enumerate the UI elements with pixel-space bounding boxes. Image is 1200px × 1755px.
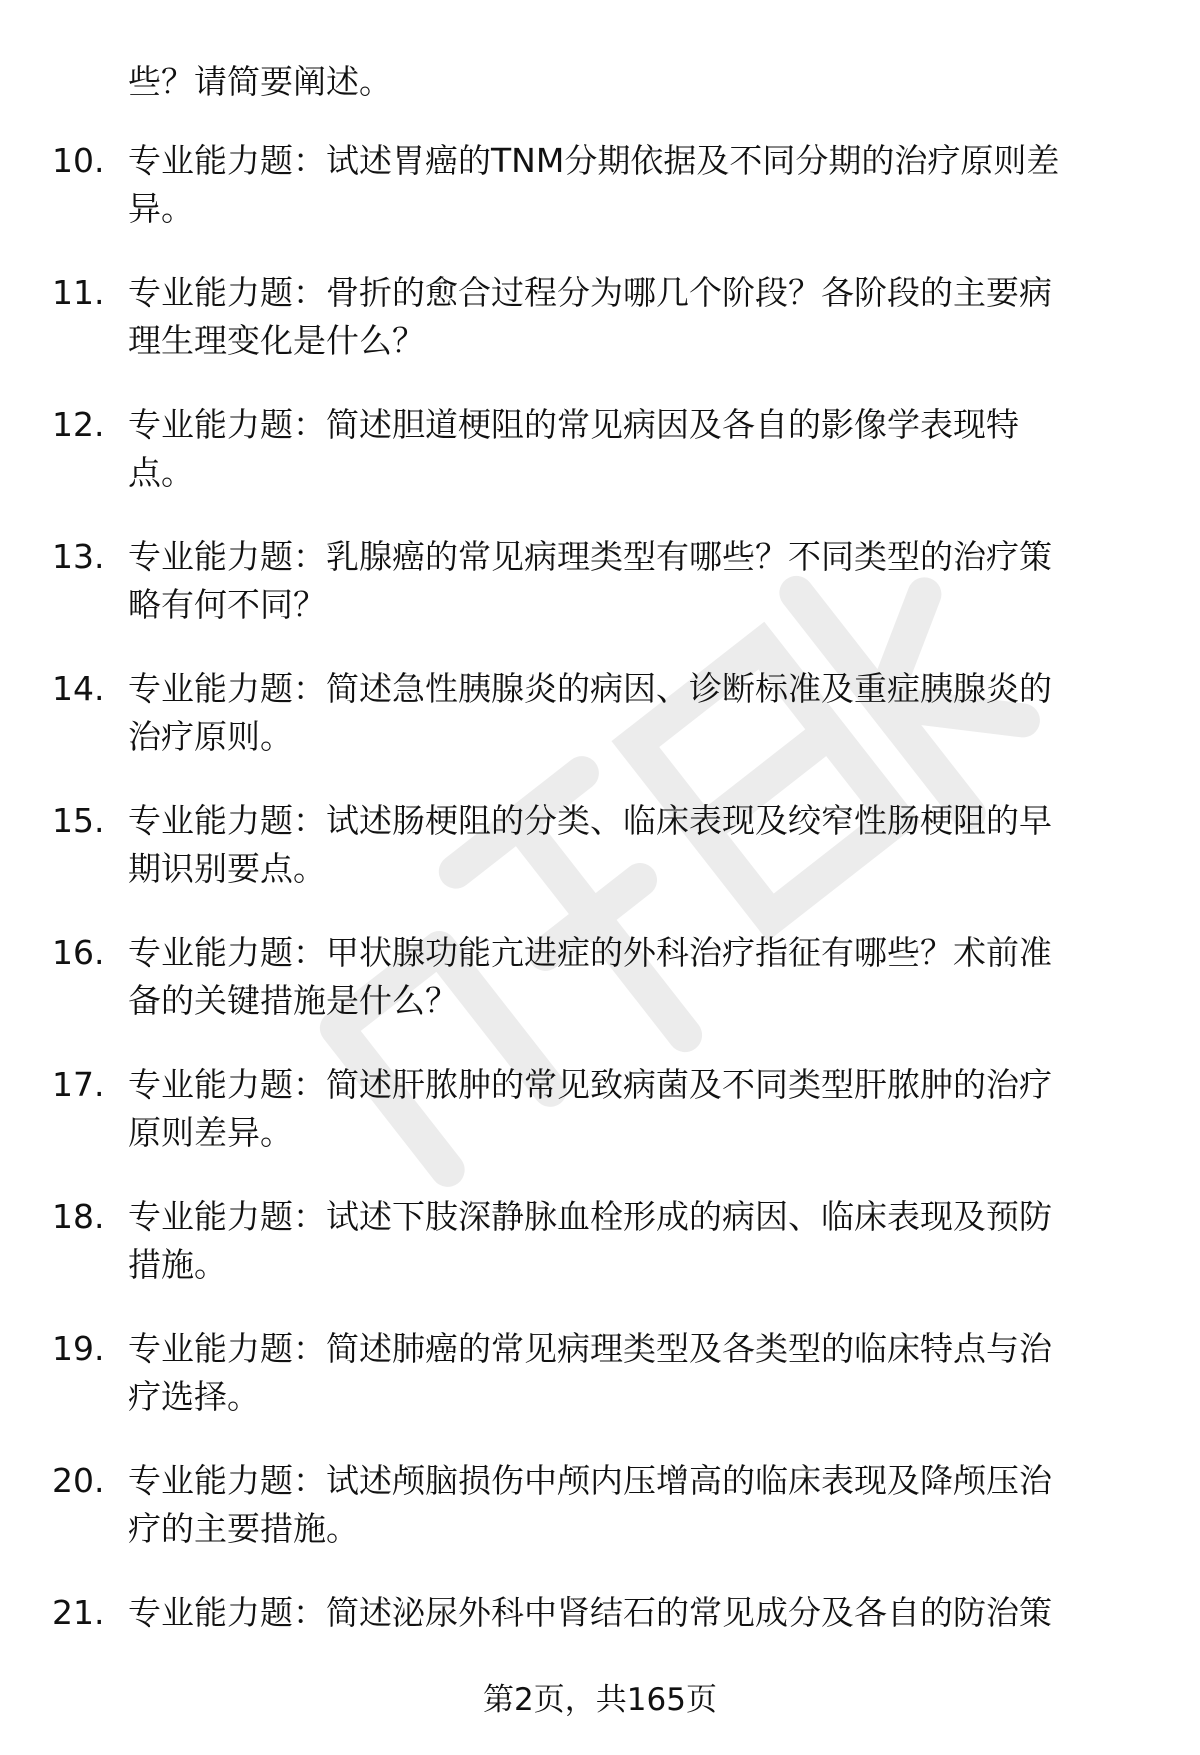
question-text-line: 专业能力题：简述胆道梗阻的常见病因及各自的影像学表现特 (128, 405, 1019, 444)
question-text (128, 1193, 1158, 1289)
question-text-line: 专业能力题：简述急性胰腺炎的病因、诊断标准及重症胰腺炎的 (128, 669, 1052, 708)
question-item (0, 1325, 1200, 1457)
question-text-line: 专业能力题：简述肺癌的常见病理类型及各类型的临床特点与治 (128, 1329, 1052, 1368)
question-text-line: 专业能力题：甲状腺功能亢进症的外科治疗指征有哪些？术前准 (128, 933, 1052, 972)
question-text-line: 专业能力题：试述胃癌的TNM分期依据及不同分期的治疗原则差 (128, 141, 1060, 180)
question-item (0, 797, 1200, 929)
question-text (128, 533, 1158, 629)
question-text (128, 1061, 1158, 1157)
question-text-line: 专业能力题：简述泌尿外科中肾结石的常见成分及各自的防治策 (128, 1593, 1052, 1632)
question-item (0, 929, 1200, 1061)
question-text (128, 1589, 1158, 1637)
question-text-line: 期识别要点。 (128, 849, 326, 888)
question-text (128, 269, 1158, 365)
question-number: 12. (52, 405, 105, 444)
question-text-line: 点。 (128, 453, 194, 492)
question-item (0, 665, 1200, 797)
question-text-line: 疗的主要措施。 (128, 1509, 359, 1548)
question-number: 14. (52, 669, 105, 708)
question-text (128, 929, 1158, 1025)
question-number: 17. (52, 1065, 105, 1104)
question-item (0, 1193, 1200, 1325)
question-text (128, 1325, 1158, 1421)
question-text (128, 137, 1158, 233)
question-text-line: 治疗原则。 (128, 717, 293, 756)
question-number: 20. (52, 1461, 105, 1500)
question-text (128, 665, 1158, 761)
page-footer: 第2页，共165页 (483, 1682, 717, 1718)
question-number: 10. (52, 141, 105, 180)
question-text-line: 专业能力题：简述肝脓肿的常见致病菌及不同类型肝脓肿的治疗 (128, 1065, 1052, 1104)
question-text-line: 专业能力题：试述下肢深静脉血栓形成的病因、临床表现及预防 (128, 1197, 1052, 1236)
question-item (0, 1061, 1200, 1193)
question-text-line: 备的关键措施是什么？ (128, 981, 458, 1020)
question-item (0, 137, 1200, 269)
question-text-line: 专业能力题：试述肠梗阻的分类、临床表现及绞窄性肠梗阻的早 (128, 801, 1052, 840)
question-text-line: 原则差异。 (128, 1113, 293, 1152)
question-item (0, 1457, 1200, 1589)
question-text (128, 797, 1158, 893)
carryover-text: 些？请简要阐述。 (128, 62, 392, 101)
question-list (0, 137, 1200, 1721)
question-text (128, 1457, 1158, 1553)
question-text-line: 措施。 (128, 1245, 227, 1284)
question-text (128, 401, 1158, 497)
question-text-line: 略有何不同？ (128, 585, 326, 624)
question-text-line: 专业能力题：骨折的愈合过程分为哪几个阶段？各阶段的主要病 (128, 273, 1052, 312)
question-number: 19. (52, 1329, 105, 1368)
question-number: 16. (52, 933, 105, 972)
question-number: 13. (52, 537, 105, 576)
question-number: 18. (52, 1197, 105, 1236)
question-number: 15. (52, 801, 105, 840)
question-item (0, 269, 1200, 401)
question-item (0, 401, 1200, 533)
question-text-line: 专业能力题：试述颅脑损伤中颅内压增高的临床表现及降颅压治 (128, 1461, 1052, 1500)
question-text-line: 专业能力题：乳腺癌的常见病理类型有哪些？不同类型的治疗策 (128, 537, 1052, 576)
question-text-line: 理生理变化是什么？ (128, 321, 425, 360)
question-number: 11. (52, 273, 105, 312)
question-text-line: 疗选择。 (128, 1377, 260, 1416)
question-number: 21. (52, 1593, 105, 1632)
question-text-line: 异。 (128, 189, 194, 228)
question-item (0, 533, 1200, 665)
